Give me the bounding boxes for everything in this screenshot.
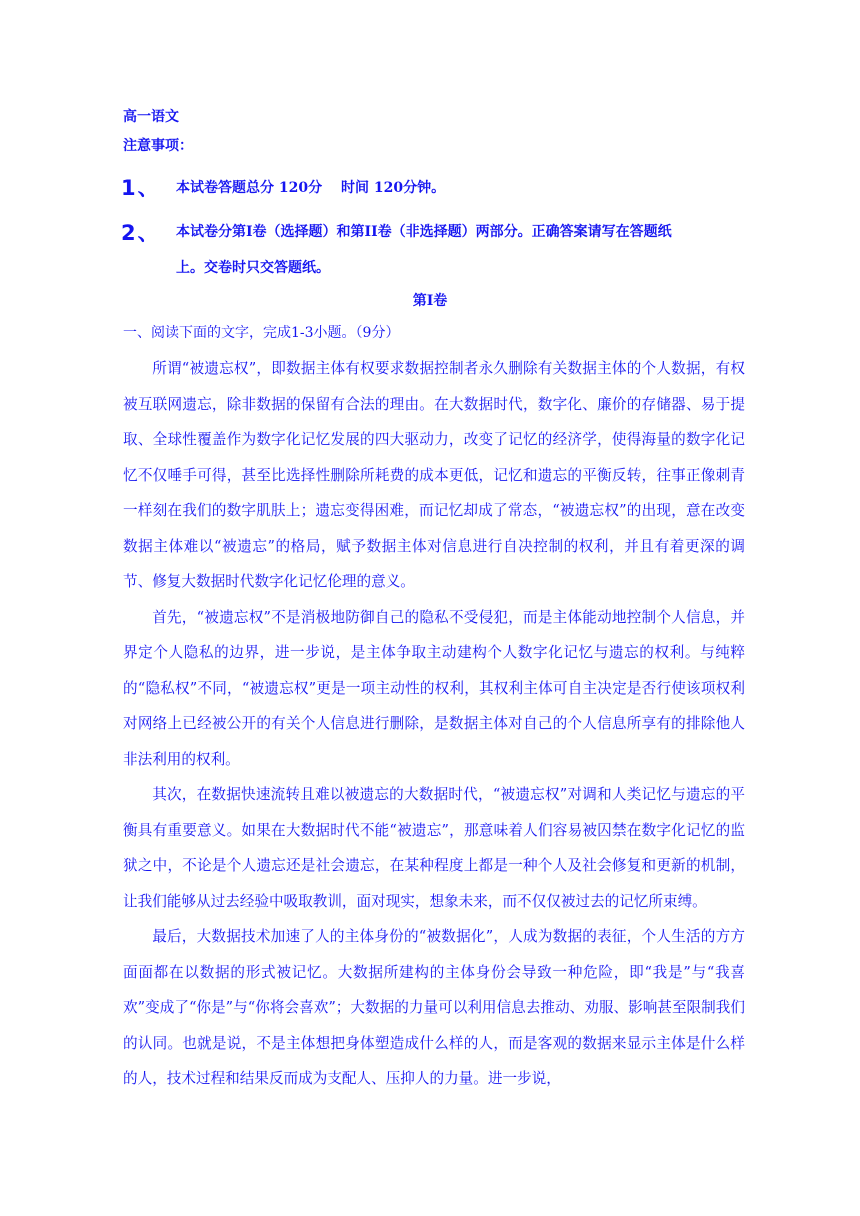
notice-heading: 注意事项： xyxy=(123,138,193,154)
section-title: 第Ⅰ卷 xyxy=(412,293,448,309)
rule-text-2-line-1: 本试卷分第Ⅰ卷（选择题）和第II卷（非选择题）两部分。正确答案请写在答题纸 xyxy=(176,224,672,240)
rule-text-1-line: 本试卷答题总分 120分 时间 120分钟。 xyxy=(176,180,446,196)
exam-title: 高一语文 xyxy=(123,109,179,125)
rule-number-2: 2、 xyxy=(121,221,161,245)
question-intro: 一、阅读下面的文字，完成1-3小题。（9分） xyxy=(123,325,400,341)
passage-paragraph-3: 其次，在数据快速流转且难以被遗忘的大数据时代，“被遗忘权”对调和人类记忆与遗忘的平衡具有重要意义。如果在大数据时代不能“被遗忘”，那意味着人们容易被囚禁在数字化记忆的监狱之中，不论是个人遗忘还是社会遗忘，在某种程度上都是一种个人及社会修复和更新的机制，让我们能够从过去经验中吸取教训，面对现实，想象未来，而不仅仅被过去的记忆所束缚。 xyxy=(123,786,745,910)
rule-number-1: 1、 xyxy=(121,176,161,200)
rule-text-1 xyxy=(176,170,756,206)
rule-text-2 xyxy=(176,214,756,286)
reading-passage xyxy=(123,351,745,1097)
passage-paragraph-4: 最后，大数据技术加速了人的主体身份的“被数据化”，人成为数据的表征，个人生活的方方面面都在以数据的形式被记忆。大数据所建构的主体身份会导致一种危险，即“我是”与“我喜欢”变成了“你是”与“你将会喜欢”；大数据的力量可以利用信息去推动、劝服、影响甚至限制我们的认同。也就是说，不是主体想把身体塑造成什么样的人，而是客观的数据来显示主体是什么样的人，技术过程和结果反而成为支配人、压抑人的力量。进一步说， xyxy=(123,928,745,1087)
passage-paragraph-2: 首先，“被遗忘权”不是消极地防御自己的隐私不受侵犯，而是主体能动地控制个人信息，并界定个人隐私的边界，进一步说，是主体争取主动建构个人数字化记忆与遗忘的权利。与纯粹的“隐私权”不同，“被遗忘权”更是一项主动性的权利，其权利主体可自主决定是否行使该项权利对网络上已经被公开的有关个人信息进行删除，是数据主体对自己的个人信息所享有的排除他人非法利用的权利。 xyxy=(123,608,745,768)
rule-text-2-line-2: 上。交卷时只交答题纸。 xyxy=(176,260,330,276)
passage-paragraph-1: 所谓“被遗忘权”，即数据主体有权要求数据控制者永久删除有关数据主体的个人数据，有权被互联网遗忘，除非数据的保留有合法的理由。在大数据时代，数字化、廉价的存储器、易于提取、全球性覆盖作为数字化记忆发展的四大驱动力，改变了记忆的经济学，使得海量的数字化记忆不仅唾手可得，甚至比选择性删除所耗费的成本更低，记忆和遗忘的平衡反转，往事正像刺青一样刻在我们的数字肌肤上；遗忘变得困难，而记忆却成了常态，“被遗忘权”的出现，意在改变数据主体难以“被遗忘”的格局，赋予数据主体对信息进行自决控制的权利，并且有着更深的调节、修复大数据时代数字化记忆伦理的意义。 xyxy=(123,360,745,590)
